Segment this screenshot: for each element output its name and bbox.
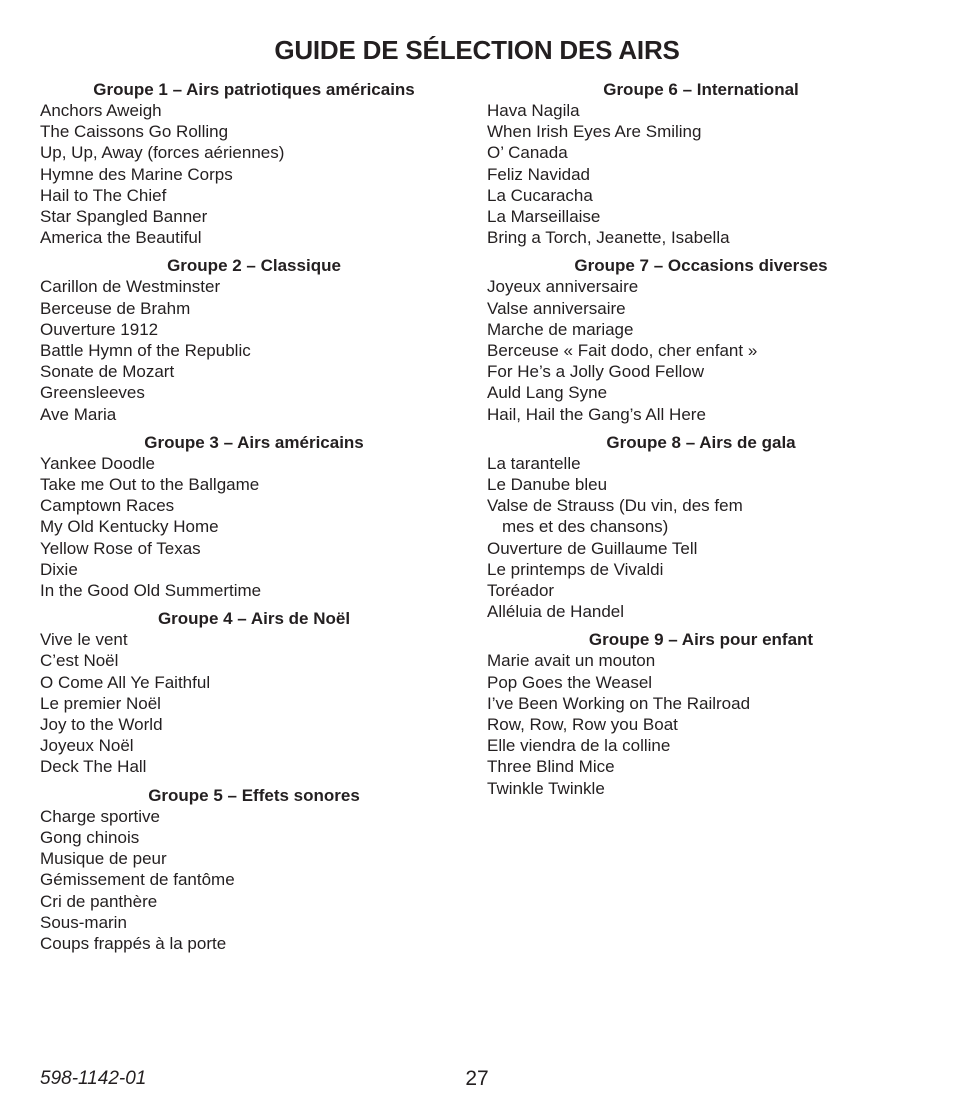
- tune-item: Row, Row, Row you Boat: [487, 715, 678, 735]
- tune-item: Star Spangled Banner: [40, 207, 208, 227]
- tune-item: Gong chinois: [40, 827, 140, 847]
- tune-item: Toréador: [487, 581, 555, 601]
- tune-item: La tarantelle: [487, 453, 581, 473]
- tune-item: Carillon de Westminster: [40, 277, 221, 297]
- tune-group: [487, 248, 915, 424]
- tune-group: [40, 778, 468, 954]
- tune-item: Dixie: [40, 559, 78, 579]
- tune-item: Musique de peur: [40, 849, 167, 869]
- tune-item: Deck The Hall: [40, 757, 147, 777]
- tune-item: Sonate de Mozart: [40, 362, 175, 382]
- tune-item: Yellow Rose of Texas: [40, 538, 201, 558]
- tune-item-continuation: mes et des chansons): [502, 517, 669, 537]
- tune-item: Ave Maria: [40, 404, 117, 424]
- tune-item: La Cucaracha: [487, 185, 593, 205]
- tune-item: Take me Out to the Ballgame: [40, 475, 260, 495]
- tune-item: Le printemps de Vivaldi: [487, 559, 664, 579]
- tune-item: Twinkle Twinkle: [487, 778, 605, 798]
- tune-item-line: Valse de Strauss (Du vin, des fem: [487, 496, 743, 516]
- left-column: [40, 78, 468, 954]
- tune-item: Auld Lang Syne: [487, 383, 608, 403]
- group-heading: Groupe 7 – Occasions diverses: [574, 256, 828, 276]
- tune-item: Hymne des Marine Corps: [40, 164, 233, 184]
- tune-group: [40, 425, 468, 601]
- tune-item: Battle Hymn of the Republic: [40, 341, 251, 361]
- tune-item: Sous-marin: [40, 912, 127, 932]
- tune-item: America the Beautiful: [40, 228, 202, 248]
- document-code: 598-1142-01: [40, 1068, 147, 1089]
- group-heading: Groupe 5 – Effets sonores: [148, 785, 360, 805]
- tune-item: Yankee Doodle: [40, 453, 155, 473]
- tune-item: Le Danube bleu: [487, 475, 608, 495]
- tune-item: Coups frappés à la porte: [40, 933, 227, 953]
- tune-item: Joyeux Noël: [40, 736, 134, 756]
- tune-item: Camptown Races: [40, 496, 175, 516]
- tune-item: Ouverture 1912: [40, 319, 159, 339]
- tune-item: Three Blind Mice: [487, 757, 615, 777]
- tune-item: O’ Canada: [487, 143, 568, 163]
- tune-group: [487, 622, 915, 798]
- tune-item: Anchors Aweigh: [40, 101, 162, 120]
- tune-item: Hail, Hail the Gang’s All Here: [487, 404, 706, 424]
- tune-item: Marche de mariage: [487, 319, 634, 339]
- tune-item: La Marseillaise: [487, 207, 601, 227]
- tune-group: [487, 425, 915, 623]
- tune-item: Hail to The Chief: [40, 185, 167, 205]
- tune-item: In the Good Old Summertime: [40, 581, 262, 601]
- tune-item: Valse anniversaire: [487, 298, 626, 318]
- tune-item: [487, 495, 915, 537]
- tune-item: The Caissons Go Rolling: [40, 122, 229, 142]
- tune-group: [40, 78, 468, 248]
- tune-item: Alléluia de Handel: [487, 602, 625, 622]
- tune-item: C’est Noël: [40, 651, 119, 671]
- tune-group: [40, 248, 468, 424]
- tune-item: Charge sportive: [40, 806, 161, 826]
- tune-item: My Old Kentucky Home: [40, 517, 219, 537]
- tune-item: Joyeux anniversaire: [487, 277, 639, 297]
- group-heading: Groupe 8 – Airs de gala: [606, 432, 796, 452]
- tune-item: Cri de panthère: [40, 891, 158, 911]
- tune-item: Elle viendra de la colline: [487, 736, 671, 756]
- tune-item: For He’s a Jolly Good Fellow: [487, 362, 704, 382]
- tune-item: Le premier Noël: [40, 693, 161, 713]
- tune-group: [40, 601, 468, 777]
- group-heading: Groupe 3 – Airs américains: [144, 432, 364, 452]
- tune-group: [487, 78, 915, 248]
- page-title: GUIDE DE SÉLECTION DES AIRS: [274, 35, 680, 65]
- group-heading: Groupe 2 – Classique: [167, 256, 341, 276]
- tune-item: Pop Goes the Weasel: [487, 672, 653, 692]
- tune-item: Greensleeves: [40, 383, 145, 403]
- group-heading: Groupe 4 – Airs de Noël: [157, 609, 351, 629]
- tune-item: Ouverture de Guillaume Tell: [487, 538, 698, 558]
- group-heading: Groupe 1 – Airs patriotiques américains: [93, 80, 415, 99]
- group-heading: Groupe 9 – Airs pour enfant: [588, 630, 814, 650]
- tune-item: Bring a Torch, Jeanette, Isabella: [487, 228, 730, 248]
- tune-item: Feliz Navidad: [487, 164, 590, 184]
- tune-item: When Irish Eyes Are Smiling: [487, 122, 702, 142]
- tune-item: O Come All Ye Faithful: [40, 672, 211, 692]
- tune-item: Vive le vent: [40, 630, 128, 650]
- page-number: 27: [465, 1067, 489, 1090]
- right-column: [487, 78, 915, 799]
- tune-item: Hava Nagila: [487, 101, 580, 120]
- tune-item: Marie avait un mouton: [487, 651, 656, 671]
- tune-item: Joy to the World: [40, 715, 163, 735]
- tune-item: Berceuse « Fait dodo, cher enfant »: [487, 341, 758, 361]
- tune-item: Berceuse de Brahm: [40, 298, 191, 318]
- group-heading: Groupe 6 – International: [603, 80, 799, 99]
- tune-item: Gémissement de fantôme: [40, 870, 235, 890]
- tune-item: I’ve Been Working on The Railroad: [487, 693, 751, 713]
- tune-item: Up, Up, Away (forces aériennes): [40, 143, 285, 163]
